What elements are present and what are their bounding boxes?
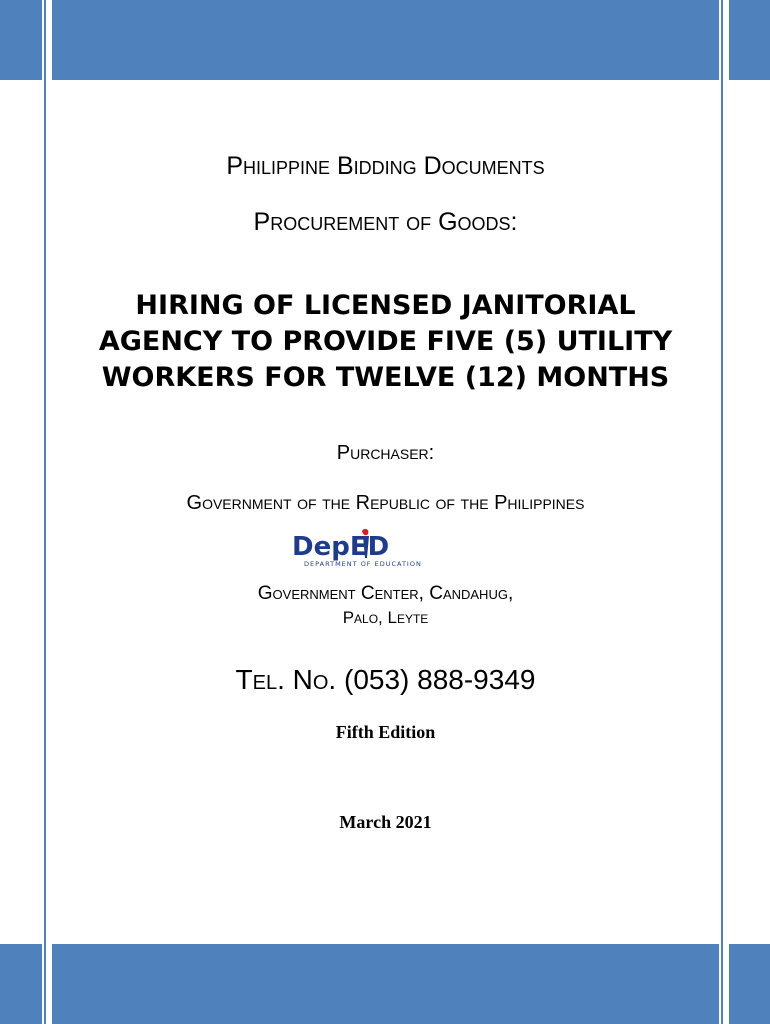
top-left-band (0, 0, 42, 80)
deped-logo (290, 528, 454, 568)
project-title (52, 288, 719, 396)
publication-date: March 2021 (339, 812, 432, 832)
telephone-number: Tel. No. (053) 888-9349 (235, 664, 536, 695)
title-line-3: WORKERS FOR TWELVE (12) MONTHS (101, 362, 670, 393)
purchaser-label: Purchaser: (336, 442, 435, 464)
logo-subtext: DEPARTMENT OF EDUCATION (304, 560, 422, 568)
title-line-2: AGENCY TO PROVIDE FIVE (5) UTILITY (98, 326, 673, 357)
procurement-type: Procurement of Goods: (253, 208, 518, 236)
top-right-band (729, 0, 770, 80)
bottom-right-band (729, 944, 770, 1024)
deped-logo-icon (290, 528, 454, 568)
edition-label: Fifth Edition (335, 722, 436, 742)
bottom-band (52, 944, 719, 1024)
left-border-line (44, 0, 46, 1024)
purchaser-name: Government of the Republic of the Philippines (186, 492, 585, 514)
address-line-1: Government Center, Candahug, (257, 583, 514, 604)
title-line-1: HIRING OF LICENSED JANITORIAL (135, 290, 636, 321)
address-line-2: Palo, Leyte (342, 608, 429, 627)
right-border-line (721, 0, 723, 1024)
logo-text-dep: DepED (292, 532, 390, 562)
document-type: Philippine Bidding Documents (226, 152, 545, 180)
top-band (52, 0, 719, 80)
bottom-left-band (0, 944, 42, 1024)
